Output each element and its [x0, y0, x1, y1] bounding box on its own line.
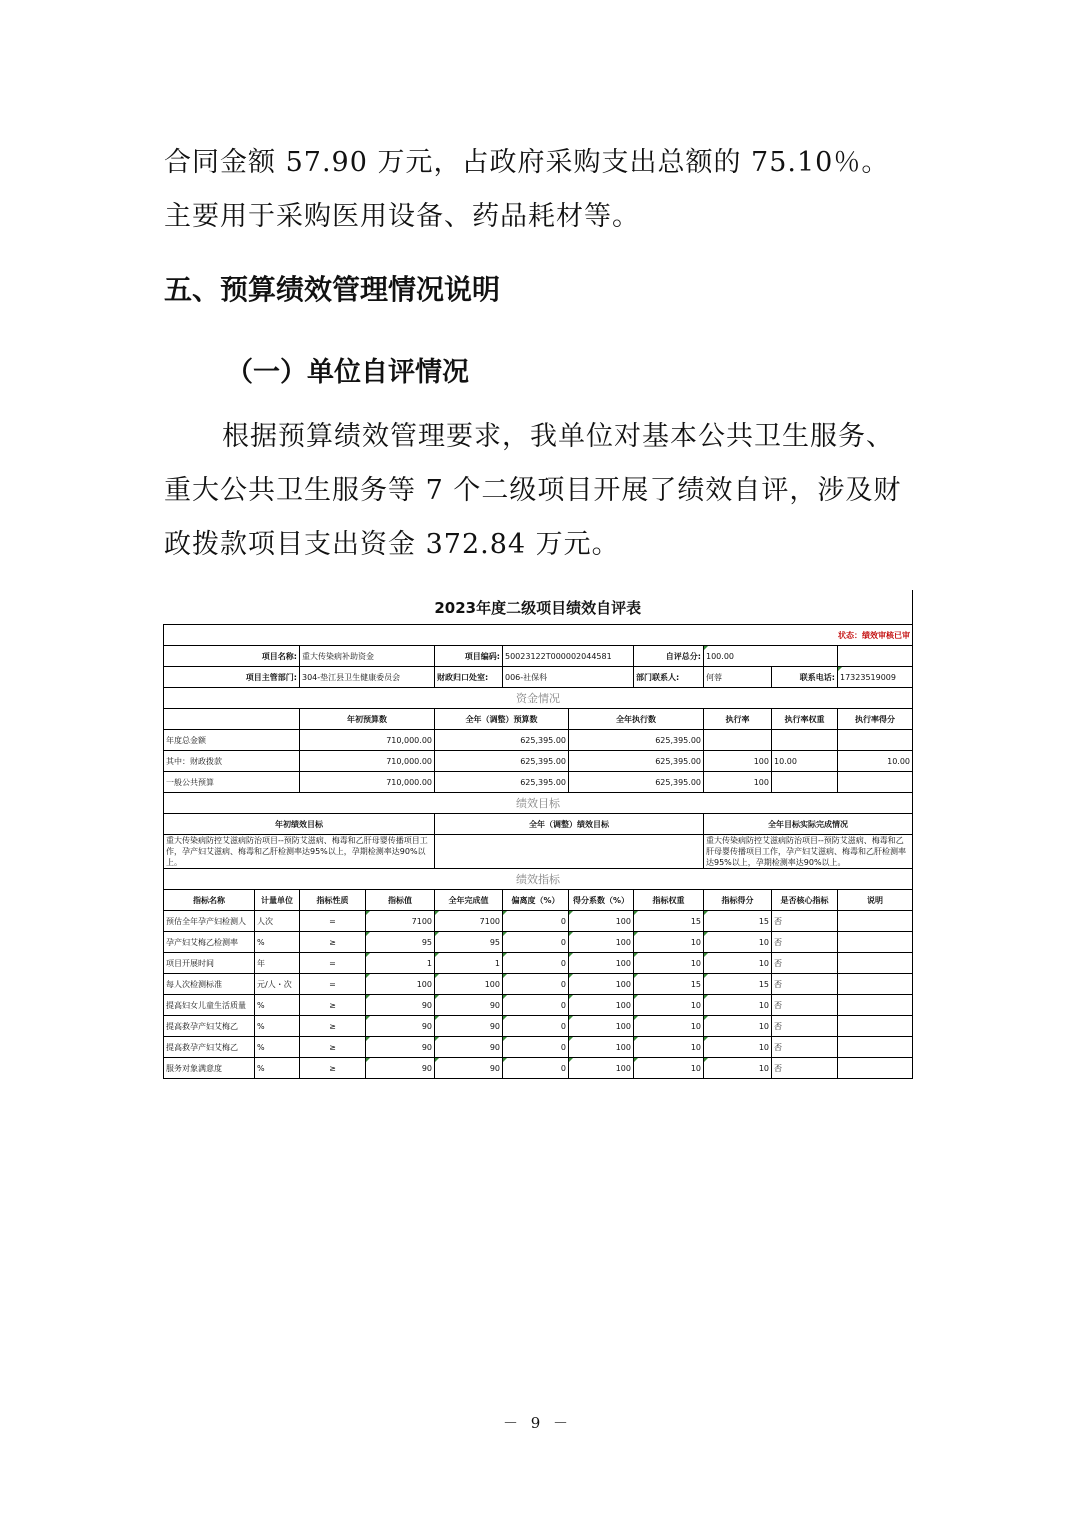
col-deviation: 偏离度（%） [503, 890, 569, 911]
cell: 625,395.00 [435, 730, 569, 751]
performance-table [163, 590, 913, 1079]
indicator-unit: % [255, 932, 300, 953]
goals-section-header: 绩效目标 [164, 793, 913, 814]
cell [838, 772, 913, 793]
table-row [164, 911, 913, 932]
indicator-dev: 0 [503, 995, 569, 1016]
indicator-core: 否 [772, 953, 838, 974]
indicator-unit: 元/人・次 [255, 974, 300, 995]
indicator-coef: 100 [569, 1016, 634, 1037]
col-executed: 全年执行数 [569, 709, 704, 730]
dept-label: 项目主管部门: [164, 667, 300, 688]
status-text: 状态：绩效审核已审 [164, 625, 913, 646]
initial-goal-text: 重大传染病防控艾滋病防治项目--预防艾滋病、梅毒和乙肝母婴传播项目工作，孕产妇艾滋病、梅毒和乙肝检测率达95%以上，孕期检测率达90%以上。 [164, 835, 435, 869]
cell: 625,395.00 [435, 772, 569, 793]
indicator-dev: 0 [503, 1058, 569, 1079]
indicator-core: 否 [772, 1016, 838, 1037]
indicator-note [838, 974, 913, 995]
paragraph-self-evaluation: 根据预算绩效管理要求，我单位对基本公共卫生服务、重大公共卫生服务等 7 个二级项目开展了绩效自评，涉及财政拨款项目支出资金 372.84 万元。 [164, 421, 902, 560]
indicator-nature: ≥ [300, 995, 366, 1016]
finance-label: 财政归口处室: [435, 667, 503, 688]
goals-row [164, 835, 913, 869]
row-label: 一般公共预算 [164, 772, 300, 793]
indicator-unit: % [255, 995, 300, 1016]
cell: 625,395.00 [435, 751, 569, 772]
indicator-rows [164, 911, 913, 1079]
indicator-score: 10 [704, 1016, 772, 1037]
table-row [164, 1037, 913, 1058]
table-row [164, 995, 913, 1016]
indicator-target: 100 [366, 974, 435, 995]
col-initial-budget: 年初预算数 [300, 709, 435, 730]
indicator-unit: 人次 [255, 911, 300, 932]
contact-name: 何蓉 [704, 667, 772, 688]
indicator-weight: 10 [634, 1058, 704, 1079]
indicator-name: 项目开展时间 [164, 953, 255, 974]
table-row [164, 1016, 913, 1037]
indicator-name: 孕产妇艾梅乙检测率 [164, 932, 255, 953]
indicator-score: 10 [704, 995, 772, 1016]
cell [838, 730, 913, 751]
indicator-core: 否 [772, 974, 838, 995]
indicator-score: 10 [704, 1058, 772, 1079]
indicator-unit: 年 [255, 953, 300, 974]
indicator-dev: 0 [503, 932, 569, 953]
indicator-name: 提高救孕产妇艾梅乙 [164, 1037, 255, 1058]
finance-office: 006-社保科 [503, 667, 634, 688]
cell: 625,395.00 [569, 772, 704, 793]
indicator-target: 90 [366, 1037, 435, 1058]
indicator-coef: 100 [569, 1058, 634, 1079]
paragraph-procurement: 合同金额 57.90 万元，占政府采购支出总额的 75.10％。主要用于采购医用设备、药品耗材等。 [164, 147, 890, 232]
indicators-header-row [164, 890, 913, 911]
goals-header-row [164, 814, 913, 835]
cell: 710,000.00 [300, 730, 435, 751]
indicator-actual: 100 [435, 974, 503, 995]
empty-cell [164, 709, 300, 730]
col-unit: 计量单位 [255, 890, 300, 911]
col-rate-score: 执行率得分 [838, 709, 913, 730]
table-row [164, 953, 913, 974]
indicator-target: 90 [366, 1058, 435, 1079]
indicator-note [838, 953, 913, 974]
contact-label: 部门联系人: [634, 667, 704, 688]
subsection-heading: （一）单位自评情况 [226, 357, 469, 388]
indicator-note [838, 1058, 913, 1079]
indicator-nature: ≥ [300, 1058, 366, 1079]
indicator-core: 否 [772, 932, 838, 953]
indicator-target: 90 [366, 995, 435, 1016]
indicator-nature: ≥ [300, 932, 366, 953]
indicator-weight: 10 [634, 932, 704, 953]
funds-section-header: 资金情况 [164, 688, 913, 709]
indicator-weight: 10 [634, 953, 704, 974]
indicator-score: 10 [704, 1037, 772, 1058]
cell: 100 [704, 751, 772, 772]
col-core: 是否核心指标 [772, 890, 838, 911]
indicator-name: 每人次检测标准 [164, 974, 255, 995]
indicator-unit: % [255, 1016, 300, 1037]
cell [772, 730, 838, 751]
indicator-unit: % [255, 1058, 300, 1079]
indicator-score: 10 [704, 932, 772, 953]
indicator-nature: = [300, 911, 366, 932]
indicator-actual: 1 [435, 953, 503, 974]
funds-header-row [164, 709, 913, 730]
row-label: 年度总金额 [164, 730, 300, 751]
project-code-label: 项目编码: [435, 646, 503, 667]
indicator-weight: 10 [634, 1016, 704, 1037]
indicator-note [838, 911, 913, 932]
indicator-coef: 100 [569, 995, 634, 1016]
indicator-coef: 100 [569, 974, 634, 995]
indicator-core: 否 [772, 1037, 838, 1058]
indicator-note [838, 1037, 913, 1058]
indicator-core: 否 [772, 995, 838, 1016]
indicator-actual: 7100 [435, 911, 503, 932]
self-eval-score: 100.00 [704, 646, 838, 667]
table-row [164, 751, 913, 772]
col-adjusted-goal: 全年（调整）绩效目标 [435, 814, 704, 835]
indicator-actual: 95 [435, 932, 503, 953]
col-score: 指标得分 [704, 890, 772, 911]
phone-label: 联系电话: [772, 667, 838, 688]
cell [772, 772, 838, 793]
indicator-score: 15 [704, 974, 772, 995]
indicator-weight: 15 [634, 974, 704, 995]
section-heading: 五、预算绩效管理情况说明 [164, 273, 501, 306]
indicator-dev: 0 [503, 974, 569, 995]
table-title: 2023年度二级项目绩效自评表 [164, 590, 913, 625]
cell [704, 730, 772, 751]
indicator-unit: % [255, 1037, 300, 1058]
phone: 17323519009 [838, 667, 913, 688]
indicator-name: 服务对象满意度 [164, 1058, 255, 1079]
indicator-note [838, 995, 913, 1016]
row-label: 其中：财政拨款 [164, 751, 300, 772]
indicator-coef: 100 [569, 932, 634, 953]
info-row-2 [164, 667, 913, 688]
indicator-nature: = [300, 953, 366, 974]
col-coefficient: 得分系数（%） [569, 890, 634, 911]
indicator-target: 95 [366, 932, 435, 953]
cell: 10.00 [772, 751, 838, 772]
indicator-coef: 100 [569, 911, 634, 932]
col-note: 说明 [838, 890, 913, 911]
indicator-target: 7100 [366, 911, 435, 932]
indicator-weight: 10 [634, 1037, 704, 1058]
adjusted-goal-text [435, 835, 704, 869]
indicator-actual: 90 [435, 1058, 503, 1079]
col-rate: 执行率 [704, 709, 772, 730]
empty-cell [838, 646, 913, 667]
indicator-note [838, 932, 913, 953]
col-weight: 指标权重 [634, 890, 704, 911]
col-nature: 指标性质 [300, 890, 366, 911]
col-initial-goal: 年初绩效目标 [164, 814, 435, 835]
indicator-name: 预估全年孕产妇检测人 [164, 911, 255, 932]
col-rate-weight: 执行率权重 [772, 709, 838, 730]
cell: 10.00 [838, 751, 913, 772]
indicator-core: 否 [772, 1058, 838, 1079]
indicator-score: 10 [704, 953, 772, 974]
indicator-target: 90 [366, 1016, 435, 1037]
indicator-target: 1 [366, 953, 435, 974]
project-name-label: 项目名称: [164, 646, 300, 667]
col-actual-goal: 全年目标实际完成情况 [704, 814, 913, 835]
cell: 625,395.00 [569, 730, 704, 751]
indicator-nature: ≥ [300, 1037, 366, 1058]
indicator-core: 否 [772, 911, 838, 932]
project-code: 50023122T000002044581 [503, 646, 634, 667]
col-indicator-name: 指标名称 [164, 890, 255, 911]
table-row [164, 974, 913, 995]
col-adjusted-budget: 全年（调整）预算数 [435, 709, 569, 730]
actual-goal-text: 重大传染病防控艾滋病防治项目--预防艾滋病、梅毒和乙肝母婴传播项目工作，孕产妇艾滋病、梅毒和乙肝检测率达95%以上，孕期检测率达90%以上。 [704, 835, 913, 869]
cell: 710,000.00 [300, 772, 435, 793]
table-row [164, 932, 913, 953]
page-number: － 9 － [502, 1414, 573, 1432]
indicator-nature: = [300, 974, 366, 995]
indicator-dev: 0 [503, 953, 569, 974]
cell: 710,000.00 [300, 751, 435, 772]
indicator-weight: 10 [634, 995, 704, 1016]
col-target: 指标值 [366, 890, 435, 911]
cell: 100 [704, 772, 772, 793]
indicator-dev: 0 [503, 1016, 569, 1037]
indicator-actual: 90 [435, 1016, 503, 1037]
score-label: 自评总分: [634, 646, 704, 667]
indicator-actual: 90 [435, 1037, 503, 1058]
indicators-section-header: 绩效指标 [164, 869, 913, 890]
indicator-name: 提高妇女儿童生活质量 [164, 995, 255, 1016]
indicator-coef: 100 [569, 953, 634, 974]
indicator-nature: ≥ [300, 1016, 366, 1037]
table-row [164, 1058, 913, 1079]
info-row-1 [164, 646, 913, 667]
indicator-dev: 0 [503, 911, 569, 932]
table-row [164, 772, 913, 793]
indicator-weight: 15 [634, 911, 704, 932]
table-row [164, 730, 913, 751]
dept: 304-垫江县卫生健康委员会 [300, 667, 435, 688]
indicator-note [838, 1016, 913, 1037]
project-name: 重大传染病补助资金 [300, 646, 435, 667]
indicator-actual: 90 [435, 995, 503, 1016]
indicator-dev: 0 [503, 1037, 569, 1058]
col-actual: 全年完成值 [435, 890, 503, 911]
indicator-name: 提高救孕产妇艾梅乙 [164, 1016, 255, 1037]
indicator-coef: 100 [569, 1037, 634, 1058]
indicator-score: 15 [704, 911, 772, 932]
cell: 625,395.00 [569, 751, 704, 772]
